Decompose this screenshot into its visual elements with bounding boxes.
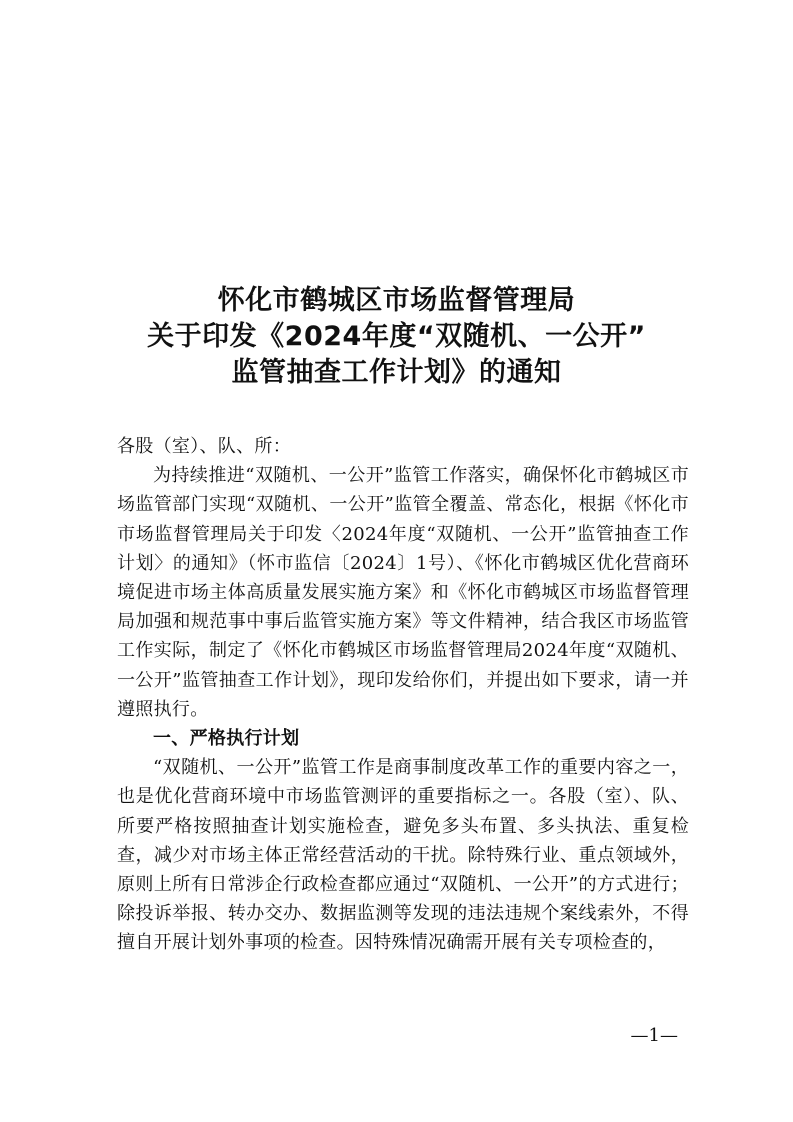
title-line-1: 怀化市鹤城区市场监督管理局 [217,285,576,316]
title-line-3: 监管抽查工作计划》的通知 [231,357,562,388]
page-number: —1— [630,1025,678,1046]
salutation: 各股（室）、队、所： [117,436,291,457]
title-line-2: 关于印发《2024年度“双随机、一公开” [147,321,646,352]
section-heading-1: 一、严格执行计划 [153,728,300,750]
paragraph-intro: 为持续推进“双随机、一公开”监管工作落实，确保怀化市鹤城区市场监管部门实现“双随机、一公开”监管全覆盖、常态化，根据《怀化市市场监督管理局关于印发〈2024年度“双随机、一公开”监管抽查工作计划〉的通知》（怀市监信〔2024〕1号）、《怀化市鹤城区优化营商环境促进市场主体高质量发展实施方案》和《怀化市鹤城区市场监督管理局加强和规范事中事后监管实施方案》等文件精神，结合我区市场监管工作实际，制定了《怀化市鹤城区市场监督管理局2024年度“双随机、一公开”监管抽查工作计划》，现印发给你们，并提出如下要求，请一并遵照执行。 [117,465,689,720]
document-body [117,432,689,958]
paragraph-section-1: “双随机、一公开”监管工作是商事制度改革工作的重要内容之一，也是优化营商环境中市场监管测评的重要指标之一。各股（室）、队、所要严格按照抽查计划实施检查，避免多头布置、多头执法、重复检查，减少对市场主体正常经营活动的干扰。除特殊行业、重点领域外，原则上所有日常涉企行政检查都应通过“双随机、一公开”的方式进行；除投诉举报、转办交办、数据监测等发现的违法违规个案线索外，不得擅自开展计划外事项的检查。因特殊情况确需开展有关专项检查的， [117,757,689,954]
document-title [60,283,733,391]
